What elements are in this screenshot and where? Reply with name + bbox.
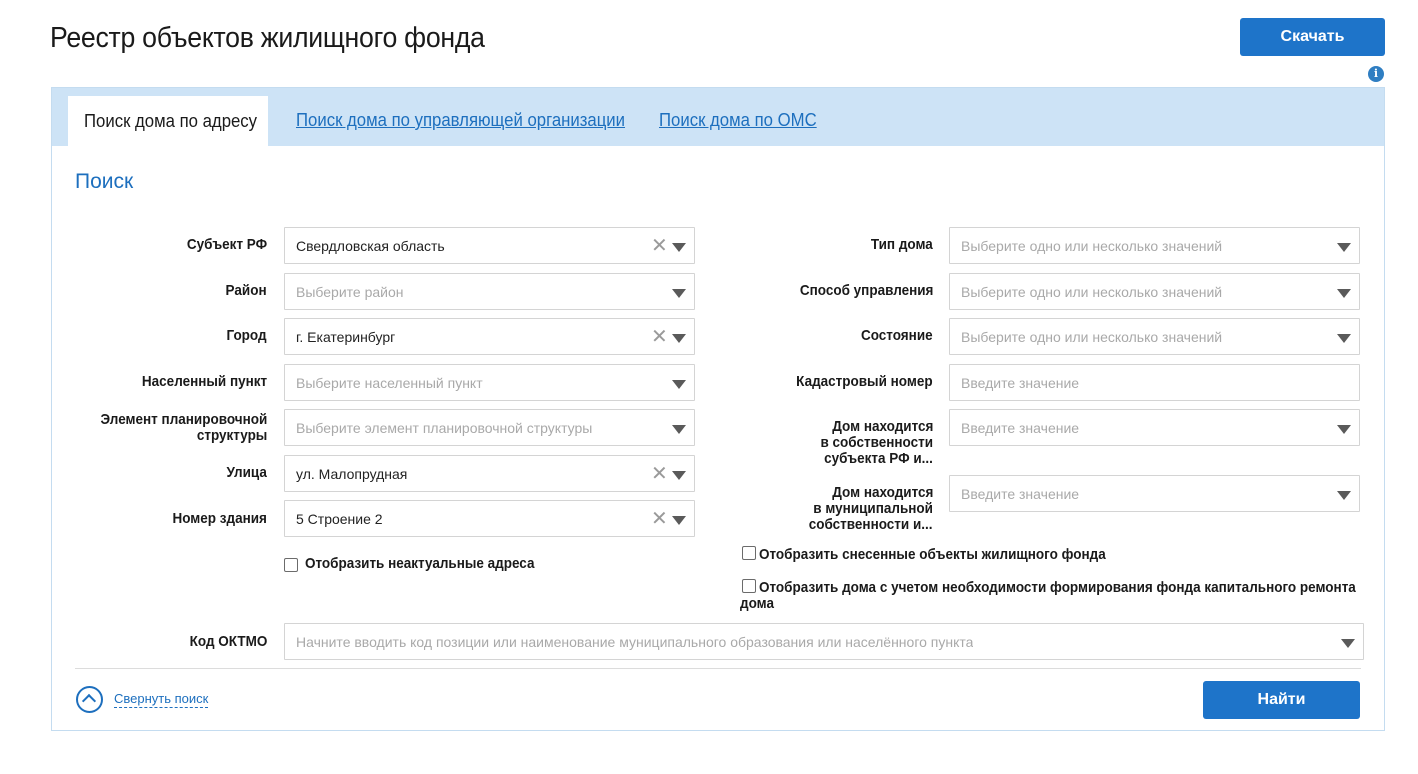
clear-icon[interactable]: ✕ — [651, 508, 668, 530]
municipal-ownership-placeholder: Введите значение — [961, 486, 1080, 502]
management-method-placeholder: Выберите одно или несколько значений — [961, 284, 1223, 300]
planning-element-label-line1: Элемент планировочной — [100, 411, 267, 428]
info-icon[interactable]: i — [1368, 66, 1384, 82]
district-select[interactable] — [284, 273, 695, 310]
building-number-value: 5 Строение 2 — [296, 511, 383, 527]
tab-search-by-management-org[interactable]: Поиск дома по управляющей организации — [296, 110, 626, 130]
chevron-down-icon[interactable] — [1337, 289, 1351, 298]
chevron-down-icon[interactable] — [672, 243, 686, 252]
oktmo-placeholder: Начните вводить код позиции или наименование муниципального образования или населённого пункта — [296, 634, 974, 650]
capital-repair-label-line1[interactable]: Отобразить дома с учетом необходимости формирования фонда капитального ремонта — [759, 579, 1356, 596]
chevron-down-icon[interactable] — [672, 471, 686, 480]
page-title: Реестр объектов жилищного фонда — [50, 22, 485, 54]
tab-label: Поиск дома по адресу — [84, 111, 258, 131]
clear-icon[interactable]: ✕ — [651, 326, 668, 348]
subject-ownership-label-line2: в собственности — [820, 434, 933, 451]
subject-label: Субъект РФ — [186, 236, 267, 253]
divider — [75, 668, 1361, 669]
subject-select[interactable] — [284, 227, 695, 264]
oktmo-select[interactable] — [284, 623, 1364, 660]
chevron-down-icon[interactable] — [1337, 334, 1351, 343]
street-label: Улица — [226, 464, 267, 481]
chevron-down-icon[interactable] — [1341, 639, 1355, 648]
municipal-ownership-label-line2: в муниципальной — [813, 500, 933, 517]
oktmo-label: Код ОКТМО — [189, 633, 267, 650]
planning-element-placeholder: Выберите элемент планировочной структуры — [296, 420, 593, 436]
clear-icon[interactable]: ✕ — [651, 463, 668, 485]
building-number-label: Номер здания — [172, 510, 267, 527]
search-section-title: Поиск — [75, 170, 134, 193]
planning-element-select[interactable] — [284, 409, 695, 446]
chevron-down-icon[interactable] — [672, 516, 686, 525]
chevron-down-icon[interactable] — [672, 380, 686, 389]
chevron-down-icon[interactable] — [672, 289, 686, 298]
collapse-search-link[interactable]: Свернуть поиск — [114, 691, 209, 706]
state-placeholder: Выберите одно или несколько значений — [961, 329, 1223, 345]
chevron-down-icon[interactable] — [672, 425, 686, 434]
tab-search-by-oms[interactable]: Поиск дома по ОМС — [659, 110, 817, 130]
city-value: г. Екатеринбург — [296, 329, 396, 345]
clear-icon[interactable]: ✕ — [651, 235, 668, 257]
chevron-down-icon[interactable] — [1337, 491, 1351, 500]
state-label: Состояние — [861, 327, 933, 344]
chevron-down-icon[interactable] — [1337, 243, 1351, 252]
collapse-up-icon[interactable] — [76, 686, 103, 713]
subject-ownership-label-line3: субъекта РФ и... — [824, 450, 933, 467]
management-method-select[interactable] — [949, 273, 1360, 310]
management-method-label: Способ управления — [799, 282, 933, 299]
tab-bar — [52, 88, 1384, 146]
chevron-down-icon[interactable] — [672, 334, 686, 343]
subject-ownership-label-line1: Дом находится — [831, 418, 933, 435]
find-button[interactable]: Найти — [1203, 681, 1360, 719]
municipal-ownership-select[interactable] — [949, 475, 1360, 512]
street-value: ул. Малопрудная — [296, 466, 408, 482]
state-select[interactable] — [949, 318, 1360, 355]
search-panel — [51, 87, 1385, 731]
district-label: Район — [225, 282, 267, 299]
capital-repair-label-line2[interactable]: дома — [740, 595, 774, 612]
cadastral-number-label: Кадастровый номер — [796, 373, 933, 390]
download-button[interactable]: Скачать — [1240, 18, 1385, 56]
cadastral-number-placeholder: Введите значение — [961, 375, 1080, 391]
municipal-ownership-label-line1: Дом находится — [831, 484, 933, 501]
building-number-select[interactable] — [284, 500, 695, 537]
settlement-select[interactable] — [284, 364, 695, 401]
house-type-placeholder: Выберите одно или несколько значений — [961, 238, 1223, 254]
district-placeholder: Выберите район — [296, 284, 404, 300]
demolished-label[interactable]: Отобразить снесенные объекты жилищного фонда — [759, 546, 1106, 563]
planning-element-label-line2: структуры — [196, 427, 267, 444]
subject-ownership-select[interactable] — [949, 409, 1360, 446]
municipal-ownership-label-line3: собственности и... — [809, 516, 933, 533]
house-type-label: Тип дома — [871, 236, 933, 253]
subject-ownership-placeholder: Введите значение — [961, 420, 1080, 436]
subject-value: Свердловская область — [296, 238, 445, 254]
settlement-placeholder: Выберите населенный пункт — [296, 375, 483, 391]
chevron-down-icon[interactable] — [1337, 425, 1351, 434]
settlement-label: Населенный пункт — [141, 373, 267, 390]
demolished-checkbox[interactable] — [742, 546, 756, 560]
street-select[interactable] — [284, 455, 695, 492]
inactive-addresses-label[interactable]: Отобразить неактуальные адреса — [305, 555, 535, 572]
city-select[interactable] — [284, 318, 695, 355]
house-type-select[interactable] — [949, 227, 1360, 264]
inactive-addresses-checkbox[interactable] — [284, 558, 298, 572]
tab-search-by-address[interactable] — [68, 96, 268, 146]
city-label: Город — [226, 327, 267, 344]
capital-repair-checkbox[interactable] — [742, 579, 756, 593]
cadastral-number-input[interactable] — [949, 364, 1360, 401]
